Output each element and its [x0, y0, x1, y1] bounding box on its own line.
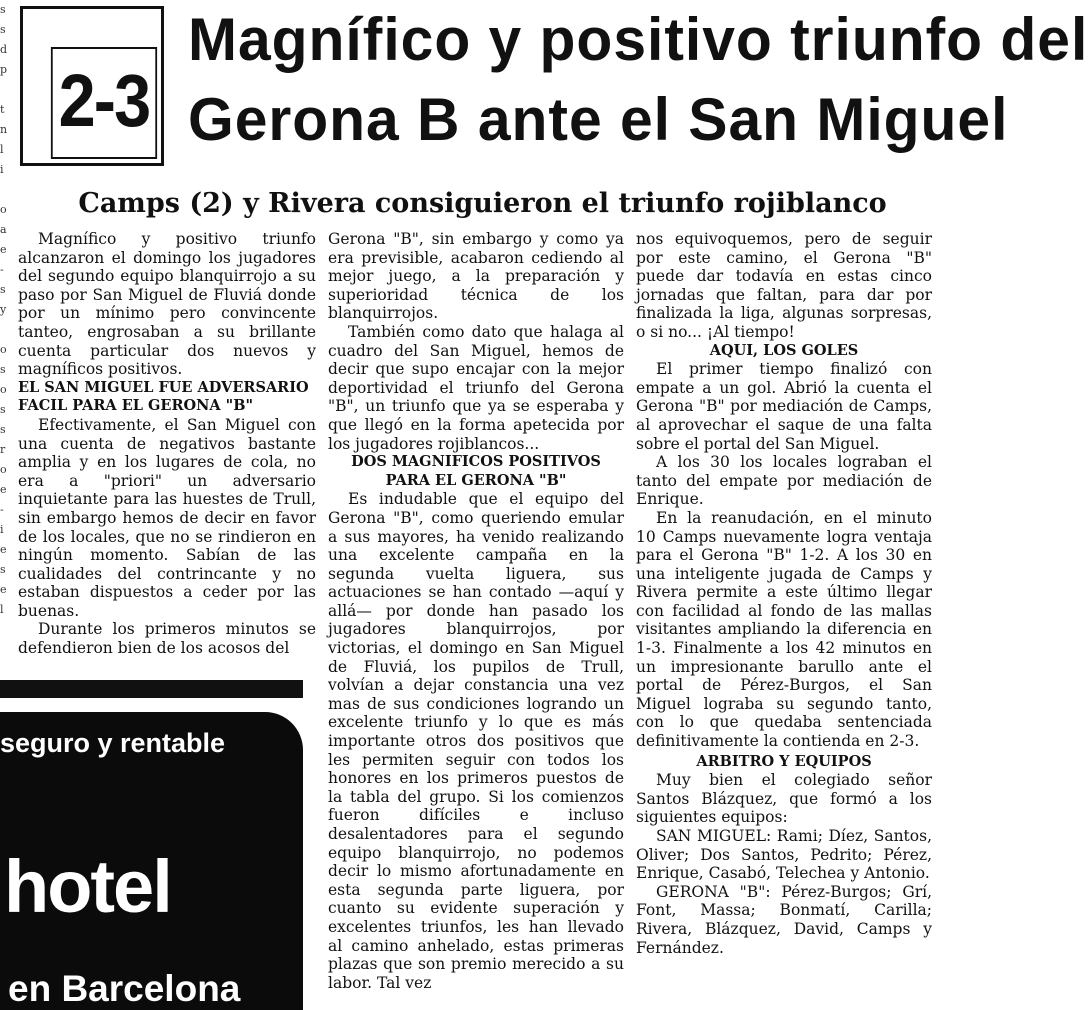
- edge-letter: [0, 320, 12, 340]
- edge-letter: o: [0, 463, 7, 476]
- edge-letter: t: [0, 103, 5, 116]
- edge-letter: d: [0, 43, 8, 56]
- subheadline: Camps (2) y Rivera consiguieron el triunfo rojiblanco: [78, 188, 887, 219]
- edge-letter: o: [0, 383, 7, 396]
- edge-letter: a: [0, 223, 7, 236]
- edge-letter: s: [0, 3, 6, 16]
- cropped-left-edge: [0, 0, 12, 640]
- score: 2-3: [51, 47, 157, 159]
- paragraph: A los 30 los locales lograban el tanto del empate por mediación de Enrique.: [636, 453, 932, 509]
- paragraph: Muy bien el colegiado señor Santos Blázquez, que formó a los siguientes equipos:: [636, 771, 932, 827]
- paragraph: También como dato que halaga al cuadro del San Miguel, hemos de decir que supo encajar con la mejor deportividad el triunfo del Gerona "B", un triunfo que ya se esperaba y que llegó en la forma apetecida por los jugadores rojiblancos...: [328, 322, 624, 453]
- paragraph: SAN MIGUEL: Rami; Díez, Santos, Oliver; Dos Santos, Pedrito; Pérez, Enrique, Casabó, Telechea y Antonio.: [636, 827, 932, 883]
- paragraph: El primer tiempo finalizó con empate a un gol. Abrió la cuenta el Gerona "B" por mediación de Camps, al aprovechar el saque de una falta sobre el portal del San Miguel.: [636, 360, 932, 453]
- hotel-advertisement: [0, 712, 303, 1010]
- headline-line-1: Magnífico y positivo triunfo del: [188, 6, 1088, 73]
- ad-top-bar: [0, 680, 303, 698]
- paragraph: GERONA "B": Pérez-Burgos; Grí, Font, Massa; Bonmatí, Carilla; Rivera, Blázquez, David, Camps y Fernández.: [636, 882, 932, 957]
- edge-letter: y: [0, 303, 7, 316]
- edge-letter: i: [0, 163, 4, 176]
- edge-letter: -: [0, 503, 4, 516]
- edge-letter: s: [0, 283, 6, 296]
- edge-letter: e: [0, 543, 7, 556]
- edge-letter: s: [0, 423, 6, 436]
- section-heading: AQUI, LOS GOLES: [709, 341, 859, 359]
- paragraph: Gerona "B", sin embargo y como ya era previsible, acabaron cediendo al mejor juego, a la preparación y superioridad técnica de los blanquirrojos.: [328, 230, 624, 323]
- edge-letter: l: [0, 603, 4, 616]
- paragraph: Magnífico y positivo triunfo alcanzaron el domingo los jugadores del segundo equipo blanquirrojo a su paso por San Miguel de Fluviá donde por un mínimo pero convincente tanteo, engrosaban a su brillante cuenta particular dos nuevos y magníficos positivos.: [18, 230, 316, 379]
- paragraph: Efectivamente, el San Miguel con una cuenta de negativos bastante amplia y en los lugares de cola, no era a "priori" un adversario inquietante para las huestes de Trull, sin embargo hemos de decir en favor de los locales, que no se rindieron en ningún momento. Sabían de las cualidades del contrincante y no estaban dispuestos a ceder por las buenas.: [18, 415, 316, 620]
- paragraph: nos equivoquemos, pero de seguir por este camino, el Gerona "B" puede dar todavía en estas cinco jornadas que faltan, para dar por finalizada la liga, algunas sorpresas, o si no... ¡Al tiempo!: [636, 230, 932, 341]
- article-column-3: [636, 230, 932, 957]
- headline-line-2: Gerona B ante el San Miguel: [188, 86, 1009, 153]
- edge-letter: e: [0, 243, 7, 256]
- edge-letter: p: [0, 63, 8, 76]
- edge-letter: l: [0, 143, 4, 156]
- edge-letter: i: [0, 523, 4, 536]
- edge-letter: o: [0, 343, 7, 356]
- edge-letter: e: [0, 483, 7, 496]
- article-column-2: [328, 230, 624, 992]
- section-heading: DOS MAGNIFICOS POSITIVOS PARA EL GERONA "B": [351, 453, 601, 489]
- edge-letter: -: [0, 263, 4, 276]
- edge-letter: s: [0, 23, 6, 36]
- edge-letter: o: [0, 203, 7, 216]
- article-column-1: [18, 230, 316, 658]
- headline: [188, 0, 1088, 160]
- paragraph: En la reanudación, en el minuto 10 Camps nuevamente logra ventaja para el Gerona "B" 1-2. A los 30 en una inteligente jugada de Camps y Rivera permite a este último llegar con facilidad al fondo de las mallas visitantes ampliando la diferencia en 1-3. Finalmente a los 42 minutos en un impresionante barullo ante el portal de Pérez-Burgos, el San Miguel lograba su segundo tanto, con lo que quedaba sentenciada definitivamente la contienda en 2-3.: [636, 508, 932, 751]
- edge-letter: s: [0, 403, 6, 416]
- edge-letter: s: [0, 363, 6, 376]
- edge-letter: s: [0, 563, 6, 576]
- section-heading: ARBITRO Y EQUIPOS: [696, 752, 872, 770]
- paragraph: Es indudable que el equipo del Gerona "B", como queriendo emular a sus mayores, ha venido realizando una excelente campaña en la segunda vuelta liguera, sus actuaciones se han contado —aquí y allá— por donde han pasado los jugadores blanquirrojos, por victorias, el domingo en San Miguel de Fluviá, los pupilos de Trull, volvían a dejar constancia una vez mas de sus condiciones logrando un excelente triunfo y lo que es más importante otros dos positivos que les permiten seguir con todos los honores en los primeros puestos de la tabla del grupo. Si los comienzos fueron difíciles e incluso desalentadores para el segundo equipo blanquirrojo, no podemos decir lo mismo afortunadamente en esta segunda parte liguera, por cuanto su evidente superación y excelentes triunfos, les han llevado al camino anhelado, estas primeras plazas que son premio merecido a su labor. Tal vez: [328, 490, 624, 992]
- edge-letter: [0, 620, 12, 640]
- edge-letter: n: [0, 123, 8, 136]
- section-heading: EL SAN MIGUEL FUE ADVERSARIO FACIL PARA EL GERONA "B": [18, 378, 309, 415]
- edge-letter: [0, 80, 12, 100]
- paragraph: Durante los primeros minutos se defendieron bien de los acosos del: [18, 620, 316, 658]
- ad-tagline: seguro y rentable: [0, 728, 226, 758]
- edge-letter: r: [0, 443, 6, 456]
- ad-location: en Barcelona: [8, 968, 241, 1009]
- score-box: [20, 6, 164, 166]
- edge-letter: e: [0, 583, 7, 596]
- ad-hotel-word: hotel: [4, 845, 171, 928]
